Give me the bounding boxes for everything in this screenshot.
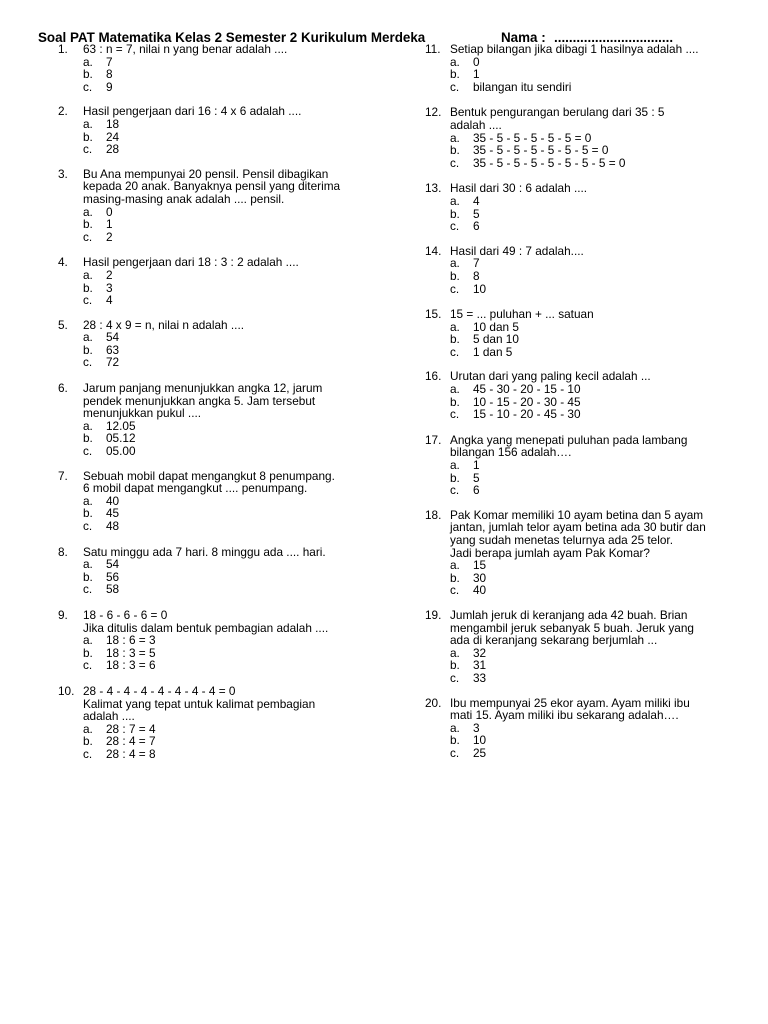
question-column-right <box>425 43 745 760</box>
question-text: Bentuk pengurangan berulang dari 35 : 5 <box>450 105 665 120</box>
question-item <box>425 697 745 760</box>
question-number: 5. <box>58 317 68 332</box>
option-text: 28 <box>106 142 120 157</box>
question-number: 13. <box>425 181 442 196</box>
option-text: 05.00 <box>106 444 136 459</box>
question-text: Jumlah jeruk di keranjang ada 42 buah. Brian <box>450 607 688 622</box>
option-letter: a. <box>83 54 93 69</box>
option-text: 54 <box>106 557 120 572</box>
option-text: 10 <box>473 733 487 748</box>
question-item <box>58 546 388 596</box>
option-text: 1 <box>473 458 480 473</box>
question-text: Urutan dari yang paling kecil adalah ... <box>450 369 651 384</box>
option-letter: b. <box>450 332 460 347</box>
option-text: 10 <box>473 281 487 296</box>
question-item <box>425 434 745 497</box>
option-letter: a. <box>83 721 93 736</box>
option-text: 72 <box>106 355 120 370</box>
option-letter: c. <box>83 444 93 459</box>
option-text: 0 <box>106 204 113 219</box>
option-text: 5 <box>473 206 480 221</box>
option-letter: a. <box>83 633 93 648</box>
option-text: 6 <box>473 219 480 234</box>
option-letter: a. <box>83 330 93 345</box>
question-item <box>425 245 745 295</box>
answer-option <box>425 484 745 497</box>
question-column-left <box>58 43 388 761</box>
option-letter: b. <box>450 394 460 409</box>
question-number: 7. <box>58 468 68 483</box>
option-letter: a. <box>450 558 460 573</box>
answer-option <box>58 659 388 672</box>
option-text: 33 <box>473 670 487 685</box>
option-letter: c. <box>83 355 93 370</box>
answer-option <box>425 283 745 296</box>
option-text: 30 <box>473 570 487 585</box>
option-letter: a. <box>83 557 93 572</box>
question-number: 2. <box>58 104 68 119</box>
option-letter: b. <box>83 645 93 660</box>
option-text: 9 <box>106 79 113 94</box>
answer-option <box>425 672 745 685</box>
answer-option <box>425 346 745 359</box>
option-text: 1 <box>106 217 113 232</box>
option-text: 1 <box>473 67 480 82</box>
option-letter: b. <box>83 129 93 144</box>
option-text: 3 <box>473 720 480 735</box>
question-text: Hasil pengerjaan dari 16 : 4 x 6 adalah .... <box>83 104 302 119</box>
option-text: 45 <box>106 506 120 521</box>
option-text: 56 <box>106 569 120 584</box>
option-letter: a. <box>450 130 460 145</box>
answer-option <box>58 231 388 244</box>
option-letter: c. <box>450 483 460 498</box>
option-letter: c. <box>450 281 460 296</box>
question-text: Sebuah mobil dapat mengangkut 8 penumpang. <box>83 468 335 483</box>
option-text: 40 <box>106 493 120 508</box>
option-letter: c. <box>450 79 460 94</box>
option-letter: a. <box>450 256 460 271</box>
option-letter: b. <box>83 431 93 446</box>
name-blank-line: ................................ <box>554 30 674 45</box>
option-text: 45 - 30 - 20 - 15 - 10 <box>473 382 581 397</box>
option-letter: b. <box>450 570 460 585</box>
option-letter: c. <box>83 229 93 244</box>
option-letter: b. <box>450 268 460 283</box>
option-letter: a. <box>450 645 460 660</box>
option-text: 2 <box>106 229 113 244</box>
option-text: 1 dan 5 <box>473 344 513 359</box>
option-text: 28 : 4 = 8 <box>106 746 156 761</box>
question-text: pendek menunjukkan angka 5. Jam tersebut <box>83 393 316 408</box>
name-label: Nama : <box>501 30 546 45</box>
question-text: jantan, jumlah telor ayam betina ada 30 butir dan <box>450 520 706 535</box>
answer-option <box>425 157 745 170</box>
option-text: 40 <box>473 583 487 598</box>
option-letter: b. <box>450 733 460 748</box>
question-item <box>425 308 745 358</box>
option-letter: a. <box>83 493 93 508</box>
question-text: Satu minggu ada 7 hari. 8 minggu ada .... hari. <box>83 544 326 559</box>
option-text: 25 <box>473 745 487 760</box>
question-text: Bu Ana mempunyai 20 pensil. Pensil dibagikan <box>83 166 329 181</box>
option-text: 8 <box>106 67 113 82</box>
question-item <box>425 106 745 169</box>
option-text: 32 <box>473 645 487 660</box>
option-letter: b. <box>83 569 93 584</box>
option-letter: a. <box>450 193 460 208</box>
option-letter: b. <box>450 67 460 82</box>
question-item <box>58 470 388 533</box>
option-text: 2 <box>106 267 113 282</box>
question-text: Hasil pengerjaan dari 18 : 3 : 2 adalah .... <box>83 255 299 270</box>
option-text: 35 - 5 - 5 - 5 - 5 - 5 = 0 <box>473 130 592 145</box>
option-letter: c. <box>83 658 93 673</box>
question-item <box>58 256 388 306</box>
option-letter: c. <box>83 79 93 94</box>
question-text: mengambil jeruk sebanyak 5 buah. Jeruk yang <box>450 620 694 635</box>
option-text: 7 <box>473 256 480 271</box>
question-number: 15. <box>425 307 442 322</box>
question-text: mati 15. Ayam miliki ibu sekarang adalah…. <box>450 708 679 723</box>
option-text: 18 : 3 = 5 <box>106 645 156 660</box>
answer-option <box>425 81 745 94</box>
option-letter: a. <box>83 267 93 282</box>
option-text: bilangan itu sendiri <box>473 79 572 94</box>
question-text: kepada 20 anak. Banyaknya pensil yang diterima <box>83 179 341 194</box>
option-text: 35 - 5 - 5 - 5 - 5 - 5 - 5 = 0 <box>473 143 609 158</box>
option-letter: b. <box>83 342 93 357</box>
question-number: 6. <box>58 381 68 396</box>
question-number: 20. <box>425 695 442 710</box>
option-text: 4 <box>106 293 113 308</box>
option-letter: a. <box>83 204 93 219</box>
answer-option <box>425 220 745 233</box>
question-number: 4. <box>58 255 68 270</box>
question-text: ada di keranjang sekarang berjumlah ... <box>450 633 658 648</box>
option-letter: b. <box>83 280 93 295</box>
answer-option <box>58 294 388 307</box>
option-letter: c. <box>450 219 460 234</box>
option-text: 3 <box>106 280 113 295</box>
option-text: 8 <box>473 268 480 283</box>
option-letter: a. <box>450 382 460 397</box>
question-item <box>58 609 388 672</box>
option-letter: c. <box>83 293 93 308</box>
answer-option <box>425 747 745 760</box>
option-text: 5 dan 10 <box>473 332 519 347</box>
option-text: 58 <box>106 582 120 597</box>
option-letter: a. <box>450 720 460 735</box>
question-item <box>425 609 745 685</box>
option-letter: c. <box>83 746 93 761</box>
option-letter: c. <box>450 670 460 685</box>
option-text: 0 <box>473 54 480 69</box>
question-text: 28 - 4 - 4 - 4 - 4 - 4 - 4 - 4 = 0 <box>83 683 236 698</box>
question-text: Setiap bilangan jika dibagi 1 hasilnya adalah .... <box>450 42 699 56</box>
question-item <box>58 685 388 761</box>
option-text: 18 : 6 = 3 <box>106 633 156 648</box>
option-letter: b. <box>83 217 93 232</box>
option-text: 12.05 <box>106 418 136 433</box>
option-text: 18 <box>106 116 120 131</box>
question-number: 17. <box>425 432 442 447</box>
option-letter: b. <box>450 470 460 485</box>
option-text: 10 - 15 - 20 - 30 - 45 <box>473 394 581 409</box>
question-number: 1. <box>58 42 68 56</box>
question-item <box>425 509 745 597</box>
question-text: Hasil dari 30 : 6 adalah .... <box>450 181 588 196</box>
question-text: 6 mobil dapat mengangkut .... penumpang. <box>83 481 308 496</box>
question-item <box>58 105 388 155</box>
question-number: 3. <box>58 166 68 181</box>
option-text: 24 <box>106 129 120 144</box>
question-item <box>425 43 745 93</box>
option-text: 48 <box>106 519 120 533</box>
answer-option <box>425 584 745 597</box>
option-text: 5 <box>473 470 480 485</box>
question-number: 10. <box>58 683 75 698</box>
answer-option <box>58 81 388 94</box>
answer-option <box>425 408 745 421</box>
question-text: Angka yang menepati puluhan pada lambang <box>450 432 688 447</box>
question-text: Hasil dari 49 : 7 adalah.... <box>450 243 584 258</box>
option-letter: c. <box>450 344 460 359</box>
option-text: 7 <box>106 54 113 69</box>
question-number: 19. <box>425 607 442 622</box>
question-item <box>58 168 388 244</box>
option-text: 28 : 4 = 7 <box>106 734 156 749</box>
option-text: 6 <box>473 483 480 498</box>
option-letter: c. <box>83 142 93 157</box>
option-letter: b. <box>450 206 460 221</box>
option-letter: c. <box>450 745 460 760</box>
question-number: 16. <box>425 369 442 384</box>
option-letter: c. <box>83 519 93 533</box>
question-text: adalah .... <box>450 117 502 132</box>
question-item <box>58 43 388 93</box>
answer-option <box>58 143 388 156</box>
option-letter: a. <box>450 458 460 473</box>
question-text: menunjukkan pukul .... <box>83 406 202 421</box>
question-text: Jarum panjang menunjukkan angka 12, jarum <box>83 381 323 396</box>
question-text: 28 : 4 x 9 = n, nilai n adalah .... <box>83 317 245 332</box>
question-text: Ibu mempunyai 25 ekor ayam. Ayam miliki ibu <box>450 695 690 710</box>
option-text: 63 <box>106 342 120 357</box>
option-letter: b. <box>450 143 460 158</box>
option-letter: b. <box>83 506 93 521</box>
answer-option <box>58 356 388 369</box>
question-item <box>58 382 388 458</box>
answer-option <box>58 445 388 458</box>
option-letter: a. <box>83 116 93 131</box>
question-item <box>425 370 745 420</box>
question-text: adalah .... <box>83 709 135 724</box>
question-text: Jadi berapa jumlah ayam Pak Komar? <box>450 545 650 560</box>
option-letter: a. <box>450 54 460 69</box>
question-text: bilangan 156 adalah…. <box>450 445 572 460</box>
option-text: 15 <box>473 558 487 573</box>
option-text: 28 : 7 = 4 <box>106 721 156 736</box>
option-letter: c. <box>450 155 460 170</box>
question-text: 18 - 6 - 6 - 6 = 0 <box>83 607 168 622</box>
question-item <box>58 319 388 369</box>
question-text: masing-masing anak adalah .... pensil. <box>83 191 285 206</box>
question-text: yang sudah menetas telurnya ada 25 telor. <box>450 533 673 547</box>
option-letter: b. <box>83 67 93 82</box>
question-number: 11. <box>425 42 441 56</box>
question-number: 14. <box>425 243 442 258</box>
question-number: 9. <box>58 607 68 622</box>
question-text: Pak Komar memiliki 10 ayam betina dan 5 ayam <box>450 507 704 522</box>
question-text: 63 : n = 7, nilai n yang benar adalah .... <box>83 42 288 56</box>
question-item <box>425 182 745 232</box>
question-number: 8. <box>58 544 68 559</box>
question-text: Kalimat yang tepat untuk kalimat pembagian <box>83 696 316 711</box>
question-text: 15 = ... puluhan + ... satuan <box>450 307 594 322</box>
page-title: Soal PAT Matematika Kelas 2 Semester 2 Kurikulum Merdeka <box>38 30 426 45</box>
answer-option <box>58 748 388 761</box>
answer-option <box>58 583 388 596</box>
option-letter: c. <box>83 582 93 597</box>
option-letter: a. <box>83 418 93 433</box>
option-letter: c. <box>450 407 460 422</box>
option-text: 35 - 5 - 5 - 5 - 5 - 5 - 5 - 5 = 0 <box>473 155 626 170</box>
option-letter: c. <box>450 583 460 598</box>
option-text: 4 <box>473 193 480 208</box>
option-letter: b. <box>450 658 460 673</box>
option-text: 10 dan 5 <box>473 319 519 334</box>
option-text: 54 <box>106 330 120 345</box>
answer-option <box>58 520 388 533</box>
option-text: 31 <box>473 658 487 673</box>
option-letter: b. <box>83 734 93 749</box>
option-text: 15 - 10 - 20 - 45 - 30 <box>473 407 581 422</box>
option-letter: a. <box>450 319 460 334</box>
question-text: Jika ditulis dalam bentuk pembagian adalah .... <box>83 620 329 635</box>
option-text: 05.12 <box>106 431 136 446</box>
option-text: 18 : 3 = 6 <box>106 658 156 673</box>
question-number: 18. <box>425 507 442 522</box>
question-number: 12. <box>425 105 442 120</box>
